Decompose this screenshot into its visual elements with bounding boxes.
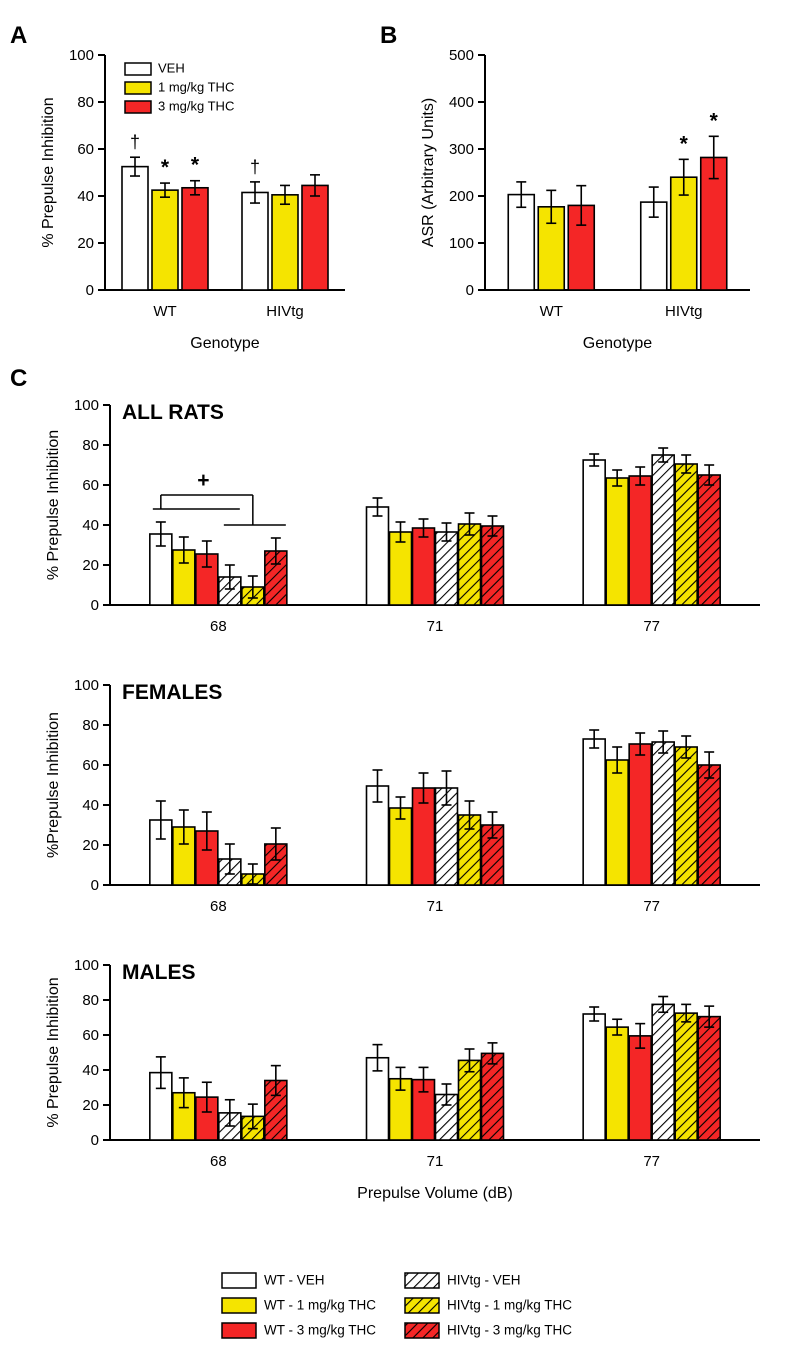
legend-swatch: [222, 1273, 256, 1288]
bar: [482, 1053, 504, 1140]
panel-c-males-xlabel: Prepulse Volume (dB): [357, 1185, 513, 1202]
x-tick-label: 71: [426, 898, 444, 915]
significance-marker: *: [160, 156, 170, 180]
x-tick-label: 77: [643, 898, 661, 915]
legend-label: HIVtg - 3 mg/kg THC: [447, 1322, 573, 1338]
svg-text:100: 100: [73, 956, 99, 974]
svg-text:200: 200: [448, 187, 474, 205]
svg-text:60: 60: [82, 1026, 99, 1044]
bar: [698, 765, 720, 885]
svg-text:0: 0: [465, 281, 474, 299]
bar: [436, 532, 458, 605]
bar: [606, 760, 628, 885]
panel-letter-b: B: [380, 22, 398, 49]
x-tick-label: HIVtg: [664, 303, 703, 320]
chart-panel-c-females: [0, 665, 800, 945]
bar: [152, 190, 178, 290]
bar: [629, 1036, 651, 1140]
svg-text:60: 60: [82, 476, 99, 494]
bar: [629, 476, 651, 605]
legend-label: WT - VEH: [264, 1272, 325, 1288]
legend-swatch: [222, 1298, 256, 1313]
bar: [413, 528, 435, 605]
bar: [272, 195, 298, 290]
chart-panel-b: [370, 30, 790, 370]
significance-bracket: [153, 495, 286, 525]
bar: [606, 1027, 628, 1140]
bar: [367, 507, 389, 605]
svg-text:40: 40: [82, 516, 99, 534]
legend-label: 1 mg/kg THC: [158, 79, 235, 95]
bar: [508, 195, 534, 290]
svg-text:80: 80: [82, 991, 99, 1009]
svg-text:80: 80: [77, 93, 94, 111]
svg-text:40: 40: [82, 796, 99, 814]
panel-b-svg: [370, 30, 790, 370]
significance-marker: *: [709, 109, 718, 133]
bar: [583, 739, 605, 885]
bar: [583, 1014, 605, 1140]
legend-label: WT - 1 mg/kg THC: [264, 1297, 377, 1313]
legend-swatch: [125, 101, 151, 113]
bar: [482, 526, 504, 605]
svg-text:20: 20: [82, 556, 99, 574]
x-tick-label: 68: [209, 1153, 227, 1170]
svg-text:100: 100: [68, 46, 94, 64]
significance-marker: †: [249, 156, 261, 177]
bar: [459, 524, 481, 605]
x-tick-label: 77: [643, 618, 661, 635]
significance-marker: †: [129, 132, 141, 153]
panel-b-ylabel: ASR (Arbitrary Units): [420, 97, 437, 248]
bar: [652, 455, 674, 605]
x-tick-label: 68: [209, 618, 227, 635]
bar: [698, 475, 720, 605]
legend-swatch: [125, 82, 151, 94]
bar: [182, 188, 208, 290]
legend-label: HIVtg - 1 mg/kg THC: [447, 1297, 573, 1313]
svg-text:0: 0: [85, 281, 94, 299]
svg-text:100: 100: [73, 676, 99, 694]
panel-c-females-svg: [0, 665, 800, 945]
panel-a-svg: [0, 30, 370, 370]
svg-text:80: 80: [82, 436, 99, 454]
legend-label: 3 mg/kg THC: [158, 98, 235, 114]
legend-swatch: [405, 1323, 439, 1338]
svg-text:20: 20: [77, 234, 94, 252]
legend-swatch: [222, 1323, 256, 1338]
x-tick-label: 68: [209, 898, 227, 915]
chart-panel-c-males: [0, 945, 800, 1225]
panel-c-all-ylabel: % Prepulse Inhibition: [45, 429, 62, 581]
panel-a-xlabel: Genotype: [190, 335, 260, 352]
bar: [675, 747, 697, 885]
svg-text:0: 0: [90, 876, 99, 894]
panel-c-females-ylabel: %Prepulse Inhibition: [45, 712, 62, 858]
significance-marker: *: [190, 153, 200, 177]
svg-text:400: 400: [448, 93, 474, 111]
panel-c-males-ylabel: % Prepulse Inhibition: [45, 977, 62, 1128]
svg-text:0: 0: [90, 1131, 99, 1149]
legend-label: HIVtg - VEH: [447, 1272, 521, 1288]
legend-swatch: [125, 63, 151, 75]
svg-text:20: 20: [82, 1096, 99, 1114]
panel-b-xlabel: Genotype: [582, 335, 653, 352]
bar: [302, 185, 328, 290]
legend-swatch: [405, 1273, 439, 1288]
bar: [652, 1004, 674, 1140]
panel-c-males-title: MALES: [122, 961, 196, 984]
svg-text:80: 80: [82, 716, 99, 734]
chart-panel-a: [0, 30, 370, 370]
panel-c-all-svg: [0, 385, 800, 665]
x-tick-label: HIVtg: [266, 303, 304, 320]
bar: [629, 744, 651, 885]
bar: [652, 742, 674, 885]
x-tick-label: 71: [426, 618, 444, 635]
bar: [583, 460, 605, 605]
x-tick-label: WT: [153, 303, 177, 320]
svg-text:0: 0: [90, 596, 99, 614]
bottom-legend-svg: [0, 1265, 800, 1355]
panel-c-all-title: ALL RATS: [122, 401, 224, 424]
chart-panel-c-all-rats: [0, 385, 800, 665]
bar: [675, 1013, 697, 1140]
bar: [242, 192, 268, 290]
x-tick-label: 71: [426, 1153, 444, 1170]
svg-text:100: 100: [73, 396, 99, 414]
x-tick-label: 77: [643, 1153, 661, 1170]
bar: [606, 478, 628, 605]
svg-text:60: 60: [77, 140, 94, 158]
significance-marker: +: [197, 469, 210, 492]
panel-letter-a: A: [10, 22, 28, 49]
legend-swatch: [405, 1298, 439, 1313]
panel-c-females-title: FEMALES: [122, 681, 223, 704]
bar: [675, 464, 697, 605]
svg-text:100: 100: [448, 234, 474, 252]
svg-text:20: 20: [82, 836, 99, 854]
svg-text:500: 500: [448, 46, 474, 64]
bottom-legend: [0, 1265, 800, 1355]
legend-label: WT - 3 mg/kg THC: [264, 1322, 377, 1338]
significance-marker: *: [679, 132, 688, 156]
panel-a-ylabel: % Prepulse Inhibition: [40, 97, 57, 248]
svg-text:300: 300: [448, 140, 474, 158]
legend-label: VEH: [158, 60, 185, 76]
x-tick-label: WT: [539, 303, 563, 320]
svg-text:40: 40: [82, 1061, 99, 1079]
svg-text:60: 60: [82, 756, 99, 774]
svg-text:40: 40: [77, 187, 94, 205]
bar: [698, 1017, 720, 1140]
bar: [390, 532, 412, 605]
panel-letter-c: C: [10, 365, 28, 392]
panel-c-males-svg: [0, 945, 800, 1225]
bar: [122, 167, 148, 290]
